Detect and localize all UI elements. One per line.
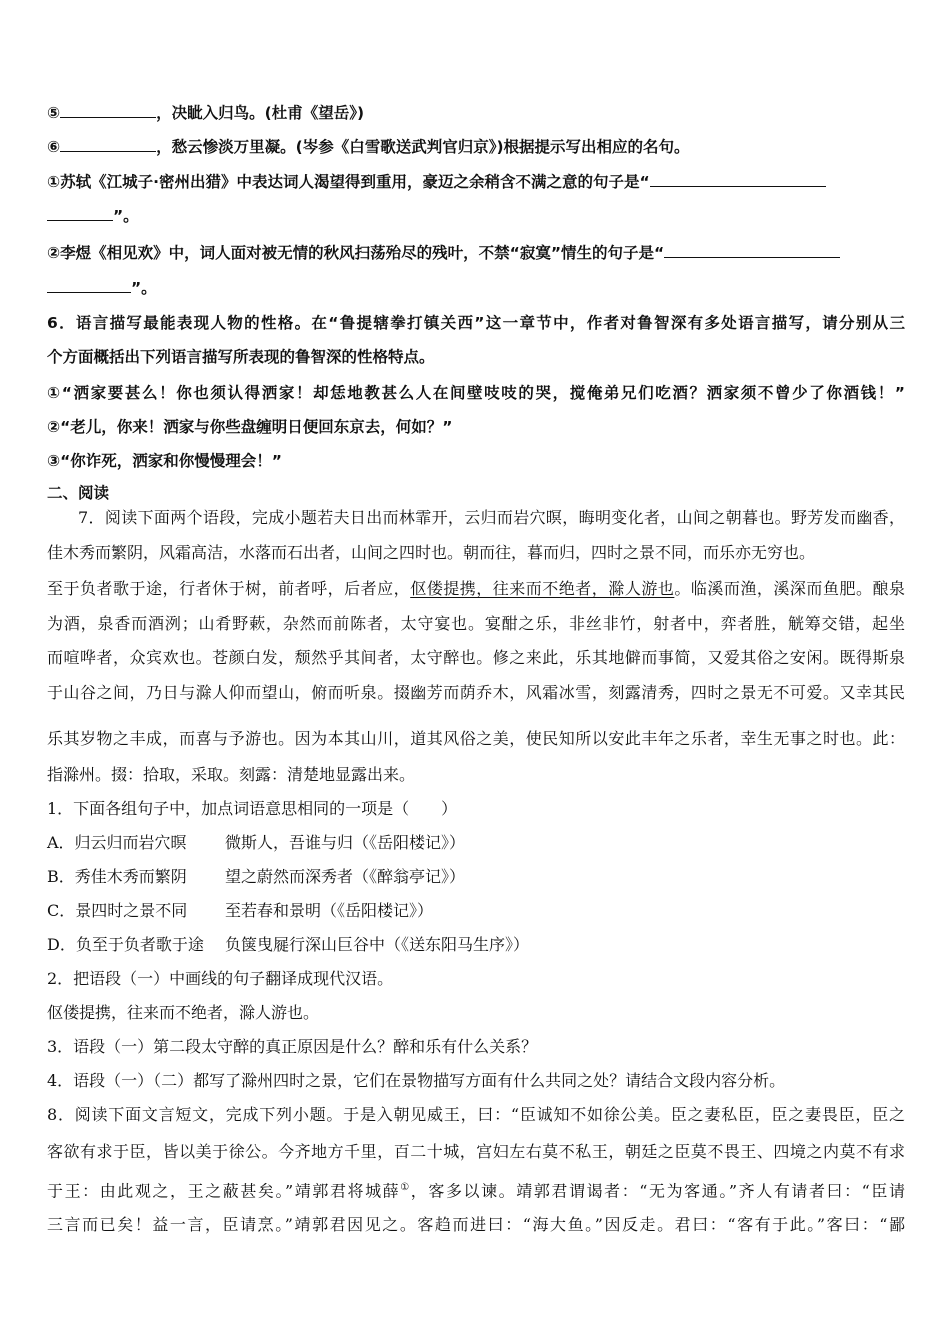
option-text: 负箧曳屣行深山巨谷中（《送东阳马生序》）: [225, 935, 530, 954]
option-text: B．秀佳木秀而繁阴: [47, 867, 187, 886]
item-text: ”。: [113, 207, 139, 225]
fill-blank-s1-cont: [47, 203, 139, 227]
passage-text: ，客多以谏。靖郭君谓谒者：“无为客通。”齐人有请者曰：“臣请: [410, 1181, 905, 1200]
fill-blank-6: [47, 134, 690, 158]
option-text: 微斯人，吾谁与归（《岳阳楼记》）: [225, 833, 466, 852]
q7-line-1: 7．阅读下面两个语段，完成小题若夫日出而林霏开，云归而岩穴暝，晦明变化者，山间之朝暮也。野芳发而幽香，: [78, 508, 905, 527]
q7-line-7: 乐其岁物之丰成，而喜与予游也。因为本其山川，道其风俗之美，使民知所以安此丰年之乐者，幸生无事之时也。此：: [47, 729, 905, 748]
q7-sub3: 3．语段（一）第二段太守醉的真正原因是什么？醉和乐有什么关系？: [47, 1037, 538, 1056]
answer-blank[interactable]: [650, 169, 826, 187]
q7-line-5: 而喧哗者，众宾欢也。苍颜白发，颓然乎其间者，太守醉也。修之来此，乐其地僻而事简，又爱其俗之安闲。既得斯泉: [47, 648, 905, 667]
option-b[interactable]: [47, 865, 465, 889]
item-number: ⑥: [47, 138, 61, 156]
item-number: ⑤: [47, 104, 61, 122]
option-a[interactable]: [47, 831, 465, 855]
option-text: A．归云归而岩穴暝: [47, 833, 187, 852]
q7-sub2: 2．把语段（一）中画线的句子翻译成现代汉语。: [47, 969, 394, 988]
option-c[interactable]: [47, 899, 433, 923]
answer-blank[interactable]: [664, 240, 840, 258]
q7-sub1: 1．下面各组句子中，加点词语意思相同的一项是（ ）: [47, 799, 458, 818]
answer-blank[interactable]: [47, 203, 113, 221]
q7-line-3: [47, 577, 905, 601]
passage-text: 至于负者歌于途，行者休于树，前者呼，后者应，: [47, 579, 411, 598]
q8-line-4: 三言而已矣！益一言，臣请烹。”靖郭君因见之。客趋而进曰：“海大鱼。”因反走。君曰：“客有于此。”客曰：“鄙: [47, 1215, 905, 1234]
q7-line-2: 佳木秀而繁阴，风霜高洁，水落而石出者，山间之四时也。朝而往，暮而归，四时之景不同，而乐亦无穷也。: [47, 543, 816, 562]
q6-line-2: 个方面概括出下列语言描写所表现的鲁智深的性格特点。: [47, 348, 435, 366]
item-text: ”。: [131, 279, 157, 297]
q7-sub4: 4．语段（一）（二）都写了滁州四时之景，它们在景物描写方面有什么共同之处？请结合文段内容分析。: [47, 1071, 786, 1090]
q6-line-1: 6．语言描写最能表现人物的性格。在“鲁提辖拳打镇关西”这一章节中，作者对鲁智深有多处语言描写，请分别从三: [47, 314, 905, 332]
q6-quote-1: ①“洒家要甚么！你也须认得洒家！却恁地教甚么人在间壁吱吱的哭，搅俺弟兄们吃酒？洒家须不曾少了你酒钱！”: [47, 384, 905, 402]
underlined-sentence: 伛偻提携，往来而不绝者，滁人游也: [410, 579, 675, 598]
answer-blank[interactable]: [60, 100, 156, 118]
passage-text: 于王：由此观之，王之蔽甚矣。”靖郭君将城薛: [47, 1181, 401, 1200]
answer-blank[interactable]: [60, 134, 156, 152]
footnote-marker: ①: [400, 1182, 411, 1193]
option-d[interactable]: [47, 933, 529, 957]
answer-blank[interactable]: [47, 275, 131, 293]
item-text: ，决眦入归鸟。(杜甫《望岳》): [156, 104, 365, 122]
fill-blank-s2-cont: [47, 275, 157, 299]
item-text: ，愁云惨淡万里凝。(岑参《白雪歌送武判官归京》)根据提示写出相应的名句。: [156, 138, 690, 156]
q7-sub2-sentence: 伛偻提携，往来而不绝者，滁人游也。: [47, 1003, 320, 1022]
section-heading: 二、阅读: [47, 484, 110, 502]
option-text: 至若春和景明（《岳阳楼记》）: [225, 901, 434, 920]
q7-line-8: 指滁州。掇：拾取，采取。刻露：清楚地显露出来。: [47, 765, 416, 784]
option-text: D．负至于负者歌于途: [47, 935, 204, 954]
q6-quote-2: ②“老儿，你来！洒家与你些盘缠明日便回东京去，何如？”: [47, 418, 453, 436]
q7-line-4: 为酒，泉香而酒洌；山肴野蔌，杂然而前陈者，太守宴也。宴酣之乐，非丝非竹，射者中，弈者胜，觥筹交错，起坐: [47, 614, 905, 633]
item-text: ②李煜《相见欢》中，词人面对被无情的秋风扫荡殆尽的残叶，不禁“寂寞”情生的句子是“: [47, 244, 665, 262]
passage-text: 。临溪而渔，溪深而鱼肥。酿泉: [674, 579, 905, 598]
fill-blank-s1: [47, 169, 826, 193]
item-text: ①苏轼《江城子·密州出猎》中表达词人渴望得到重用，豪迈之余稍含不满之意的句子是“: [47, 173, 650, 191]
fill-blank-s2: [47, 240, 840, 264]
fill-blank-5: [47, 100, 364, 124]
option-text: C．景四时之景不同: [47, 901, 188, 920]
q6-quote-3: ③“你诈死，洒家和你慢慢理会！”: [47, 452, 282, 470]
q7-line-6: 于山谷之间，乃日与滁人仰而望山，俯而听泉。掇幽芳而荫乔木，风霜冰雪，刻露清秀，四时之景无不可爱。又幸其民: [47, 683, 905, 702]
q8-line-3: [47, 1176, 905, 1200]
q8-line-1: 8．阅读下面文言短文，完成下列小题。于是入朝见威王，曰：“臣诚知不如徐公美。臣之妻私臣，臣之妻畏臣，臣之: [47, 1105, 905, 1124]
q8-line-2: 客欲有求于臣，皆以美于徐公。今齐地方千里，百二十城，宫妇左右莫不私王，朝廷之臣莫不畏王、四境之内莫不有求: [47, 1142, 905, 1161]
option-text: 望之蔚然而深秀者（《醉翁亭记》）: [225, 867, 466, 886]
